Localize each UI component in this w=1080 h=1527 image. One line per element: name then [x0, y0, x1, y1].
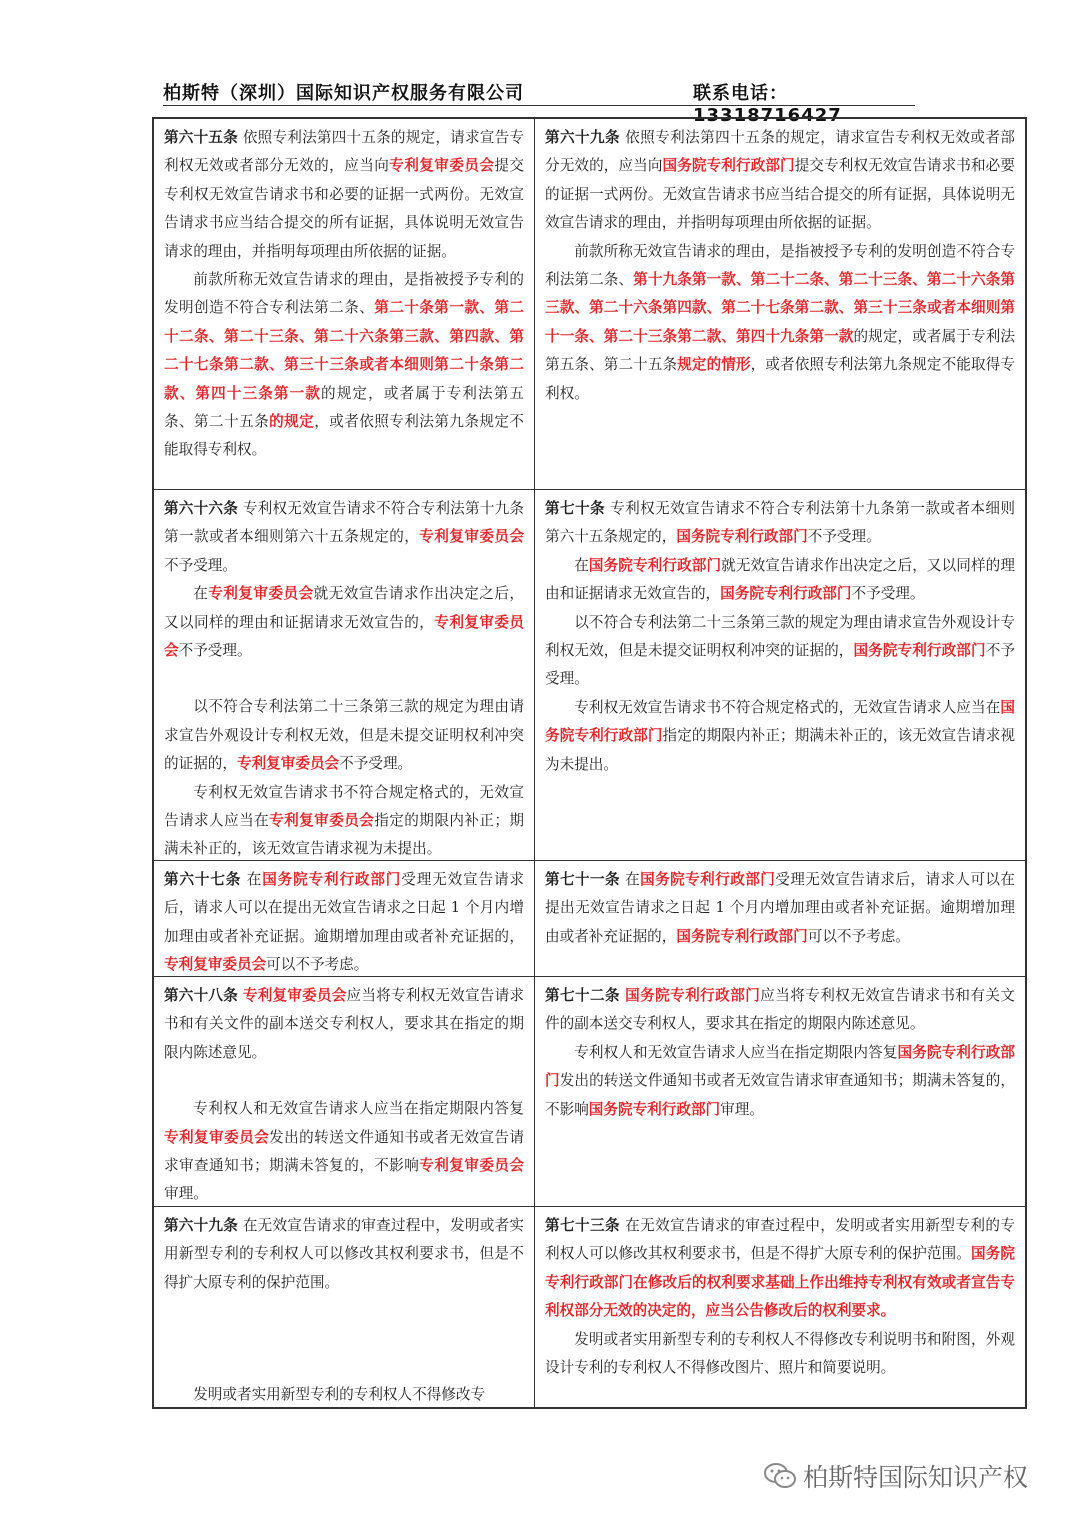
amended-text: 国务院专利行政部门: [625, 987, 761, 1004]
text-segment: 专利权无效宣告请求不符合专利法第十九条第一款或者本细则第六十五条规定的，: [164, 500, 524, 546]
text-segment: 可以不予考虑。: [807, 927, 910, 945]
text-segment: 在: [574, 556, 589, 574]
article-paragraph: [164, 495, 524, 580]
old-regulation-cell: [152, 490, 535, 860]
amended-text: 专利复审委员会: [164, 1128, 270, 1146]
article-paragraph: [545, 124, 1015, 238]
wechat-icon: [763, 1461, 797, 1491]
amended-text: 专利复审委员会: [269, 812, 375, 830]
amended-text: 专利复审委员会: [164, 613, 524, 660]
watermark: [763, 1456, 1028, 1496]
paragraph: [545, 552, 1015, 609]
article-paragraph: [545, 866, 1015, 951]
amended-text: 国务院专利行政部门在修改后的权利要求基础上作出维持专利权有效或者宣告专利权部分无效的决定的，应当公告修改后的权利要求。: [545, 1245, 1015, 1320]
text-segment: ，或者依照专利法第九条规定不能取得专利权。: [545, 356, 1015, 402]
text-segment: 不予受理。: [851, 585, 925, 603]
amended-text: 国务院专利行政部门: [662, 157, 795, 175]
new-regulation-cell: [535, 490, 1027, 860]
paragraph: [545, 1326, 1015, 1383]
text-segment: 不予受理。: [807, 528, 881, 546]
comparison-table: [152, 117, 1027, 1409]
amended-text: 第十九条第一款、第二十二条、第二十三条、第二十六条第三款、第二十六条第四款、第二十七条第二款、第三十三条或者本细则第十一条、第二十三条第二款、第四十九条第一款: [545, 271, 1015, 345]
text-segment: 发明或者实用新型专利的专利权人不得修改专: [193, 1386, 486, 1404]
table-row: [152, 119, 1027, 489]
article-paragraph: [164, 982, 524, 1067]
amended-text: 国务院专利行政部门: [853, 642, 986, 660]
text-segment: 的规定，或者属于专利法第五条、第二十五条: [545, 327, 1015, 374]
text-segment: 提交专利权无效宣告请求书和必要的证据一式两份。无效宣告请求书应当结合提交的所有证据，具体说明无效宣告请求的理由，并指明每项理由所依据的证据。: [164, 157, 524, 260]
text-segment: 就无效宣告请求作出决定之后，又以同样的理由和证据请求无效宣告的，: [545, 556, 1015, 603]
amended-text: 国务院专利行政部门: [588, 556, 722, 574]
article-paragraph: [164, 124, 524, 266]
page-header: [163, 79, 915, 126]
text-segment: 不予受理。: [339, 755, 413, 773]
text-segment: 不予受理。: [545, 642, 1015, 688]
article-number: 第六十八条: [164, 987, 239, 1004]
paragraph: [545, 694, 1015, 779]
table-row: [152, 489, 1027, 860]
article-paragraph: [545, 1212, 1015, 1326]
article-number: 第六十五条: [164, 129, 239, 146]
article-paragraph: [164, 866, 524, 976]
article-paragraph: [545, 495, 1015, 552]
amended-text: 专利复审委员会: [389, 157, 495, 175]
text-segment: 在: [241, 871, 263, 888]
text-segment: ，或者依照专利法第九条规定不能取得专利权。: [164, 413, 524, 459]
amended-text: 专利复审委员会: [164, 956, 267, 974]
paragraph: [164, 693, 524, 778]
watermark-text: 柏斯特国际知识产权: [803, 1463, 1029, 1492]
table-row: [152, 976, 1027, 1206]
text-segment: 依照专利法第四十五条的规定，请求宣告专利权无效或者部分无效的，应当向: [545, 129, 1015, 175]
table-row: [152, 1206, 1027, 1407]
old-regulation-cell: [152, 119, 535, 489]
text-segment: 依照专利法第四十五条的规定，请求宣告专利权无效或者部分无效的，应当向: [164, 129, 524, 175]
article-number: 第七十二条: [545, 987, 621, 1004]
amended-text: 国务院专利行政部门: [262, 871, 402, 888]
text-segment: 不予受理。: [178, 642, 252, 660]
amended-text: 规定的情形: [677, 356, 751, 374]
amended-text: 国务院专利行政部门: [545, 1043, 1015, 1090]
text-segment: 前款所称无效宣告请求的理由，是指被授予专利的发明创造不符合专利法第二条、: [164, 271, 524, 317]
table-row: [152, 860, 1027, 976]
amended-text: 专利复审委员会: [242, 987, 347, 1004]
paragraph: [545, 238, 1015, 408]
text-segment: 不予受理。: [164, 556, 237, 574]
text-segment: 受理无效宣告请求后，请求人可以在提出无效宣告请求之日起 1 个月内增加理由或者补充证据。逾期增加理由或者补充证据的，: [164, 871, 524, 945]
text-segment: 在: [620, 871, 641, 888]
paragraph: [164, 1095, 524, 1206]
text-segment: 在无效宣告请求的审查过程中，发明或者实用新型专利的专利权人可以修改其权利要求书，但是不得扩大原专利的保护范围。: [164, 1217, 524, 1291]
article-paragraph: [164, 1212, 524, 1297]
text-segment: 发出的转送文件通知书或者无效宣告请求审查通知书；期满未答复的，不影响: [164, 1128, 524, 1175]
text-segment: 审理。: [720, 1100, 764, 1118]
text-segment: 受理无效宣告请求后，请求人可以在提出无效宣告请求之日起 1 个月内增加理由或者补充证据。逾期增加理由或者补充证据的，: [545, 871, 1015, 945]
amended-text: 专利复审委员会: [208, 585, 314, 603]
text-segment: 应当将专利权无效宣告请求书和有关文件的副本送交专利权人，要求其在指定的期限内陈述意见。: [545, 987, 1015, 1033]
text-segment: 在无效宣告请求的审查过程中，发明或者实用新型专利的专利权人可以修改其权利要求书，但是不得扩大原专利的保护范围。: [545, 1217, 1015, 1263]
text-segment: 的规定，或者属于专利法第五条、第二十五条: [164, 384, 524, 431]
amended-text: 国务院专利行政部门: [676, 528, 808, 546]
text-segment: 指定的期限内补正；期满未补正的，该无效宣告请求视为未提出。: [545, 727, 1015, 773]
paragraph: [164, 266, 524, 465]
old-regulation-cell: [152, 861, 535, 976]
amended-text: 国务院专利行政部门: [640, 871, 776, 888]
text-segment: 应当将专利权无效宣告请求书和有关文件的副本送交专利权人，要求其在指定的期限内陈述意见。: [164, 987, 524, 1061]
old-regulation-cell: [152, 977, 535, 1206]
text-segment: 专利权无效宣告请求书不符合规定格式的，无效宣告请求人应当在: [574, 698, 1001, 716]
text-segment: 发明或者实用新型专利的专利权人不得修改专利说明书和附图，外观设计专利的专利权人不得修改图片、照片和简要说明。: [545, 1330, 1015, 1377]
text-segment: 专利权人和无效宣告请求人应当在指定期限内答复: [193, 1100, 524, 1118]
paragraph: [164, 580, 524, 665]
text-segment: 前款所称无效宣告请求的理由，是指被授予专利的发明创造不符合专利法第二条、: [545, 242, 1015, 289]
text-segment: 发出的转送文件通知书或者无效宣告请求审查通知书；期满未答复的，不影响: [545, 1072, 1015, 1118]
article-number: 第七十三条: [545, 1217, 621, 1234]
text-segment: 可以不予考虑。: [266, 956, 369, 974]
article-number: 第六十九条: [545, 129, 621, 146]
text-segment: 专利权无效宣告请求不符合专利法第十九条第一款或者本细则第六十五条规定的，: [545, 500, 1015, 546]
amended-text: 专利复审委员会: [419, 1157, 524, 1175]
text-segment: 提交专利权无效宣告请求书和必要的证据一式两份。无效宣告请求书应当结合提交的所有证据，具体说明无效宣告请求的理由，并指明每项理由所依据的证据。: [545, 157, 1015, 232]
text-segment: 在: [193, 585, 209, 603]
text-segment: 指定的期限内补正；期满未补正的，该无效宣告请求视为未提出。: [164, 812, 524, 858]
paragraph: [164, 779, 524, 860]
amended-text: 国务院专利行政部门: [545, 698, 1015, 745]
amended-text: 国务院专利行政部门: [720, 585, 852, 603]
amended-text: 专利复审委员会: [236, 755, 340, 773]
paragraph: [164, 1381, 524, 1407]
new-regulation-cell: [535, 977, 1027, 1206]
new-regulation-cell: [535, 861, 1027, 976]
text-segment: 就无效宣告请求作出决定之后，又以同样的理由和证据请求无效宣告的，: [164, 585, 524, 631]
new-regulation-cell: [535, 119, 1027, 489]
article-number: 第六十六条: [164, 500, 239, 517]
text-segment: 以不符合专利法第二十三条第三款的规定为理由请求宣告外观设计专利权无效，但是未提交证明权利冲突的证据的，: [545, 613, 1015, 660]
text-segment: 专利权无效宣告请求书不符合规定格式的，无效宣告请求人应当在: [164, 783, 524, 830]
amended-text: 国务院专利行政部门: [588, 1100, 721, 1118]
company-name: 柏斯特（深圳）国际知识产权服务有限公司: [163, 83, 524, 104]
paragraph: [545, 1039, 1015, 1124]
old-regulation-cell: [152, 1207, 535, 1407]
text-segment: 以不符合专利法第二十三条第三款的规定为理由请求宣告外观设计专利权无效，但是未提交证明权利冲突的证据的，: [164, 698, 524, 773]
text-segment: 审理。: [164, 1185, 208, 1203]
amended-text: 国务院专利行政部门: [676, 927, 808, 945]
paragraph: [545, 609, 1015, 694]
text-segment: 专利权人和无效宣告请求人应当在指定期限内答复: [574, 1043, 898, 1061]
article-number: 第七十一条: [545, 871, 621, 888]
article-number: 第七十条: [545, 500, 606, 517]
article-number: 第六十七条: [164, 871, 242, 888]
amended-text: 专利复审委员会: [419, 528, 524, 546]
amended-text: 第二十条第一款、第二十二条、第二十三条、第二十六条第三款、第四款、第二十七条第二款、第三十三条或者本细则第二十条第二款、第四十三条第一款: [164, 299, 524, 402]
amended-text: 的规定: [269, 413, 315, 431]
contact-phone: 联系电话：13318716427: [693, 83, 842, 126]
new-regulation-cell: [535, 1207, 1027, 1407]
article-number: 第六十九条: [164, 1217, 239, 1234]
article-paragraph: [545, 982, 1015, 1039]
